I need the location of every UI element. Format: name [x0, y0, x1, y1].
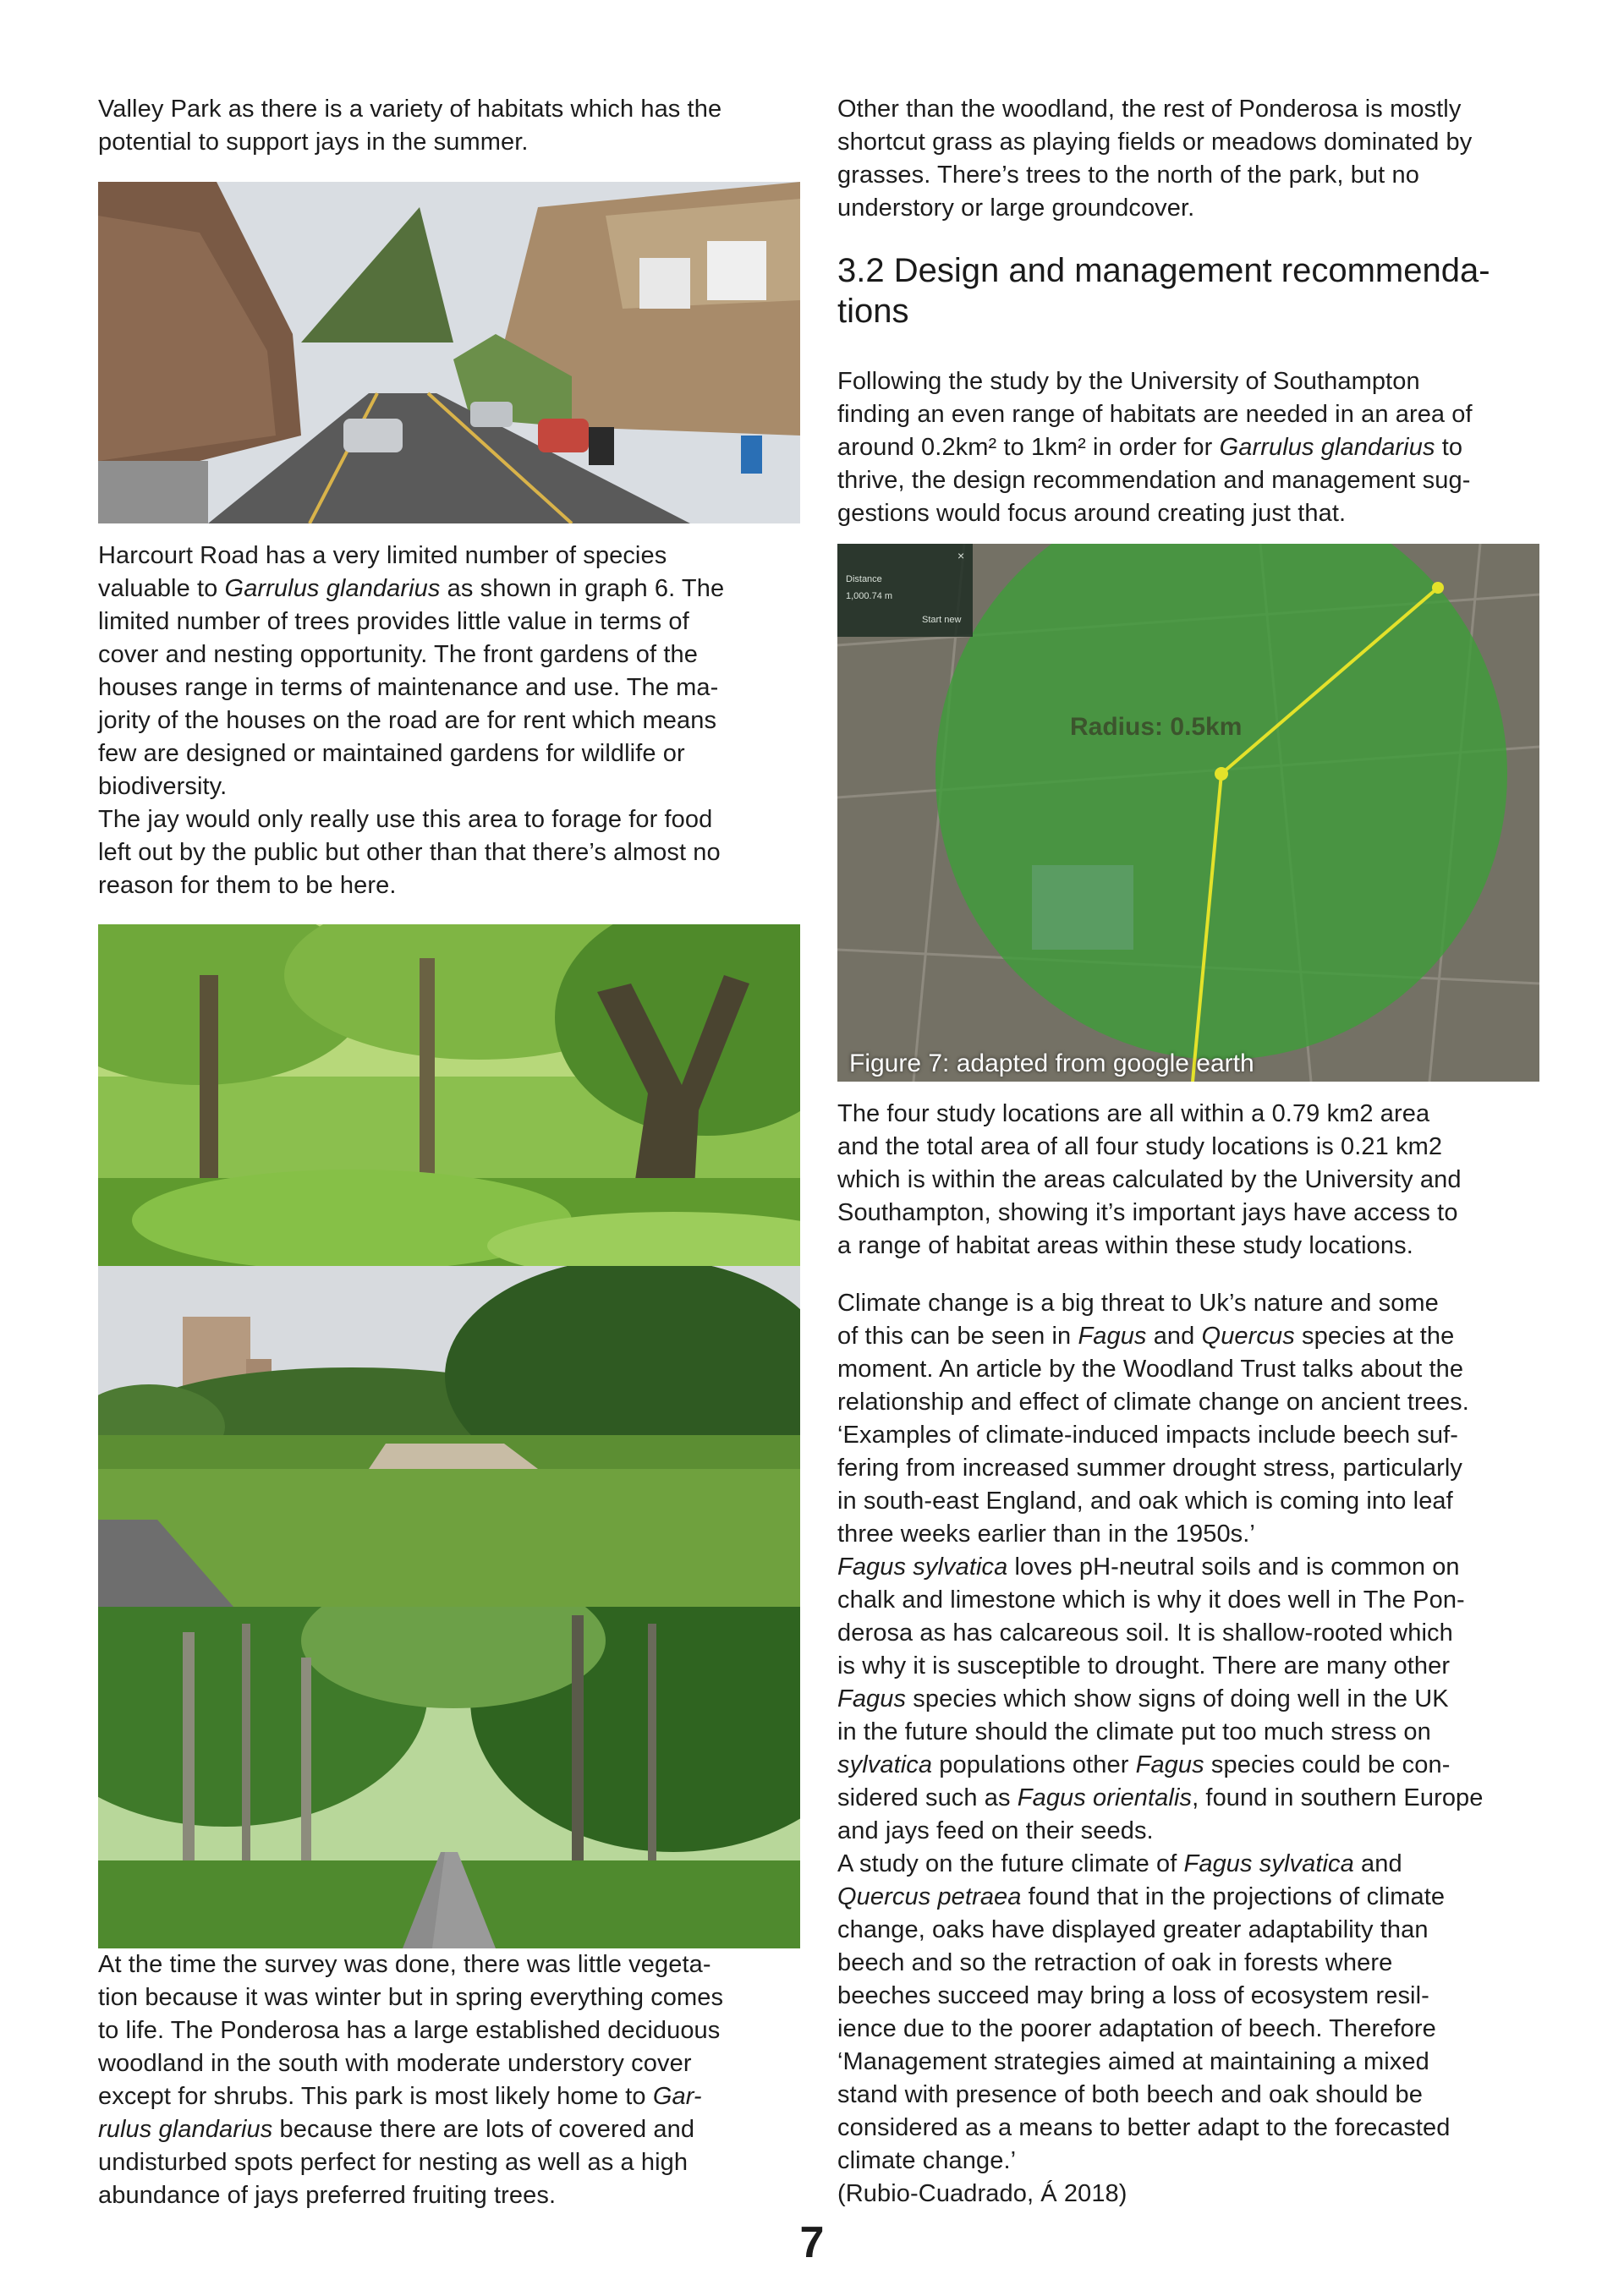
intro-paragraph: Valley Park as there is a variety of habitats which has the potential to support jays in the summer.: [98, 96, 722, 156]
page-number: 7: [799, 2218, 825, 2267]
woodland-photo: [98, 924, 800, 1266]
ponderosa-paragraph: At the time the survey was done, there was little vegeta- tion because it was winter but in spring everything comes to life. The Ponderosa has a large established deciduous woodland in the south with moderate understory cover except for shrubs. This park is most likely home to Gar- rulus glandarius because there are lots of covered and undisturbed spots perfect for nesting as well as a high abundance of jays preferred fruiting trees.: [98, 1951, 724, 2209]
woodland-paragraph: Other than the woodland, the rest of Ponderosa is mostly shortcut grass as playing fields or meadows dominated by grasses. There’s trees to the north of the park, but no understory or large groundcover.: [837, 96, 1473, 222]
design-text-block: [837, 365, 1539, 530]
harcourt-text-block: [98, 540, 800, 902]
radius-label: Radius: 0.5km: [1070, 713, 1243, 741]
woodland-path-photo: [98, 1607, 800, 1948]
climate-paragraph: Climate change is a big threat to Uk’s nature and some of this can be seen in Fagus and Quercus species at the moment. An article by the Woodland Trust talks about the relationship and effect of climate change on ancient trees. ‘Examples of climate-induced impacts include beech suf- fering from increased summer drought stress, particularly in south-east England, and oak which is coming into leaf three weeks earlier than in the 1950s.’ Fagus sylvatica loves pH-neutral soils and is common on chalk and limestone which is why it does well in The Pon- derosa as has calcareous soil. It is shallow-rooted which is why it is susceptible to drought. There are many other Fagus species which show signs of doing well in the UK in the future should the climate put too much stress on sylvatica populations other Fagus species could be con- sidered such as Fagus orientalis, found in southern Europe and jays feed on their seeds. A study on the future climate of Fagus sylvatica and Quercus petraea found that in the projections of climate change, oaks have displayed greater adaptability than beech and so the retraction of oak in forests where beeches succeed may bring a loss of ecosystem resil- ience due to the poorer adaptation of beech. Therefore ‘Management strategies aimed at maintaining a mixed stand with presence of both beech and oak should be considered as a means to better adapt to the forecasted climate change.’ (Rubio-Cuadrado, Á 2018): [837, 1290, 1484, 2207]
ponderosa-text-block: [98, 1948, 800, 2212]
section-heading-block: [837, 250, 1539, 332]
climate-block: [837, 1287, 1539, 2211]
section-heading: 3.2 Design and management recommenda- tions: [837, 252, 1490, 330]
distance-panel: Distance 1,000.74 m Start new ×: [837, 544, 973, 637]
start-new-link[interactable]: Start new: [922, 615, 962, 625]
harcourt-paragraph: Harcourt Road has a very limited number of species valuable to Garrulus glandarius as shown in graph 6. The limited number of trees provides little value in terms of cover and nesting opportunity. The front gardens of the houses range in terms of maintenance and use. The ma- jority of the houses on the road are for rent which means few are designed or maintained gardens for wildlife or biodiversity. The jay would only really use this area to forage for food left out by the public but other than that there’s almost no reason for them to be here.: [98, 542, 725, 899]
figure-caption: Figure 7: adapted from google earth: [849, 1049, 1254, 1077]
study-locations-block: [837, 1098, 1539, 1263]
harcourt-road-photo: [98, 182, 800, 523]
study-locations-paragraph: The four study locations are all within a 0.79 km2 area and the total area of all four study locations is 0.21 km2 which is within the areas calculated by the University and Southampton, showing it’s important jays have access to a range of habitat areas within these study locations.: [837, 1100, 1462, 1259]
radius-map-figure: [837, 544, 1539, 1082]
ponderosa-park-photo: [98, 1266, 800, 1607]
right-column: [837, 93, 1539, 225]
design-paragraph: Following the study by the University of Southampton finding an even range of habitats are needed in an area of around 0.2km² to 1km² in order for Garrulus glandarius to thrive, the design recommendation and management sug- gestions would focus around creating just that.: [837, 368, 1473, 527]
close-icon[interactable]: ×: [957, 549, 965, 562]
